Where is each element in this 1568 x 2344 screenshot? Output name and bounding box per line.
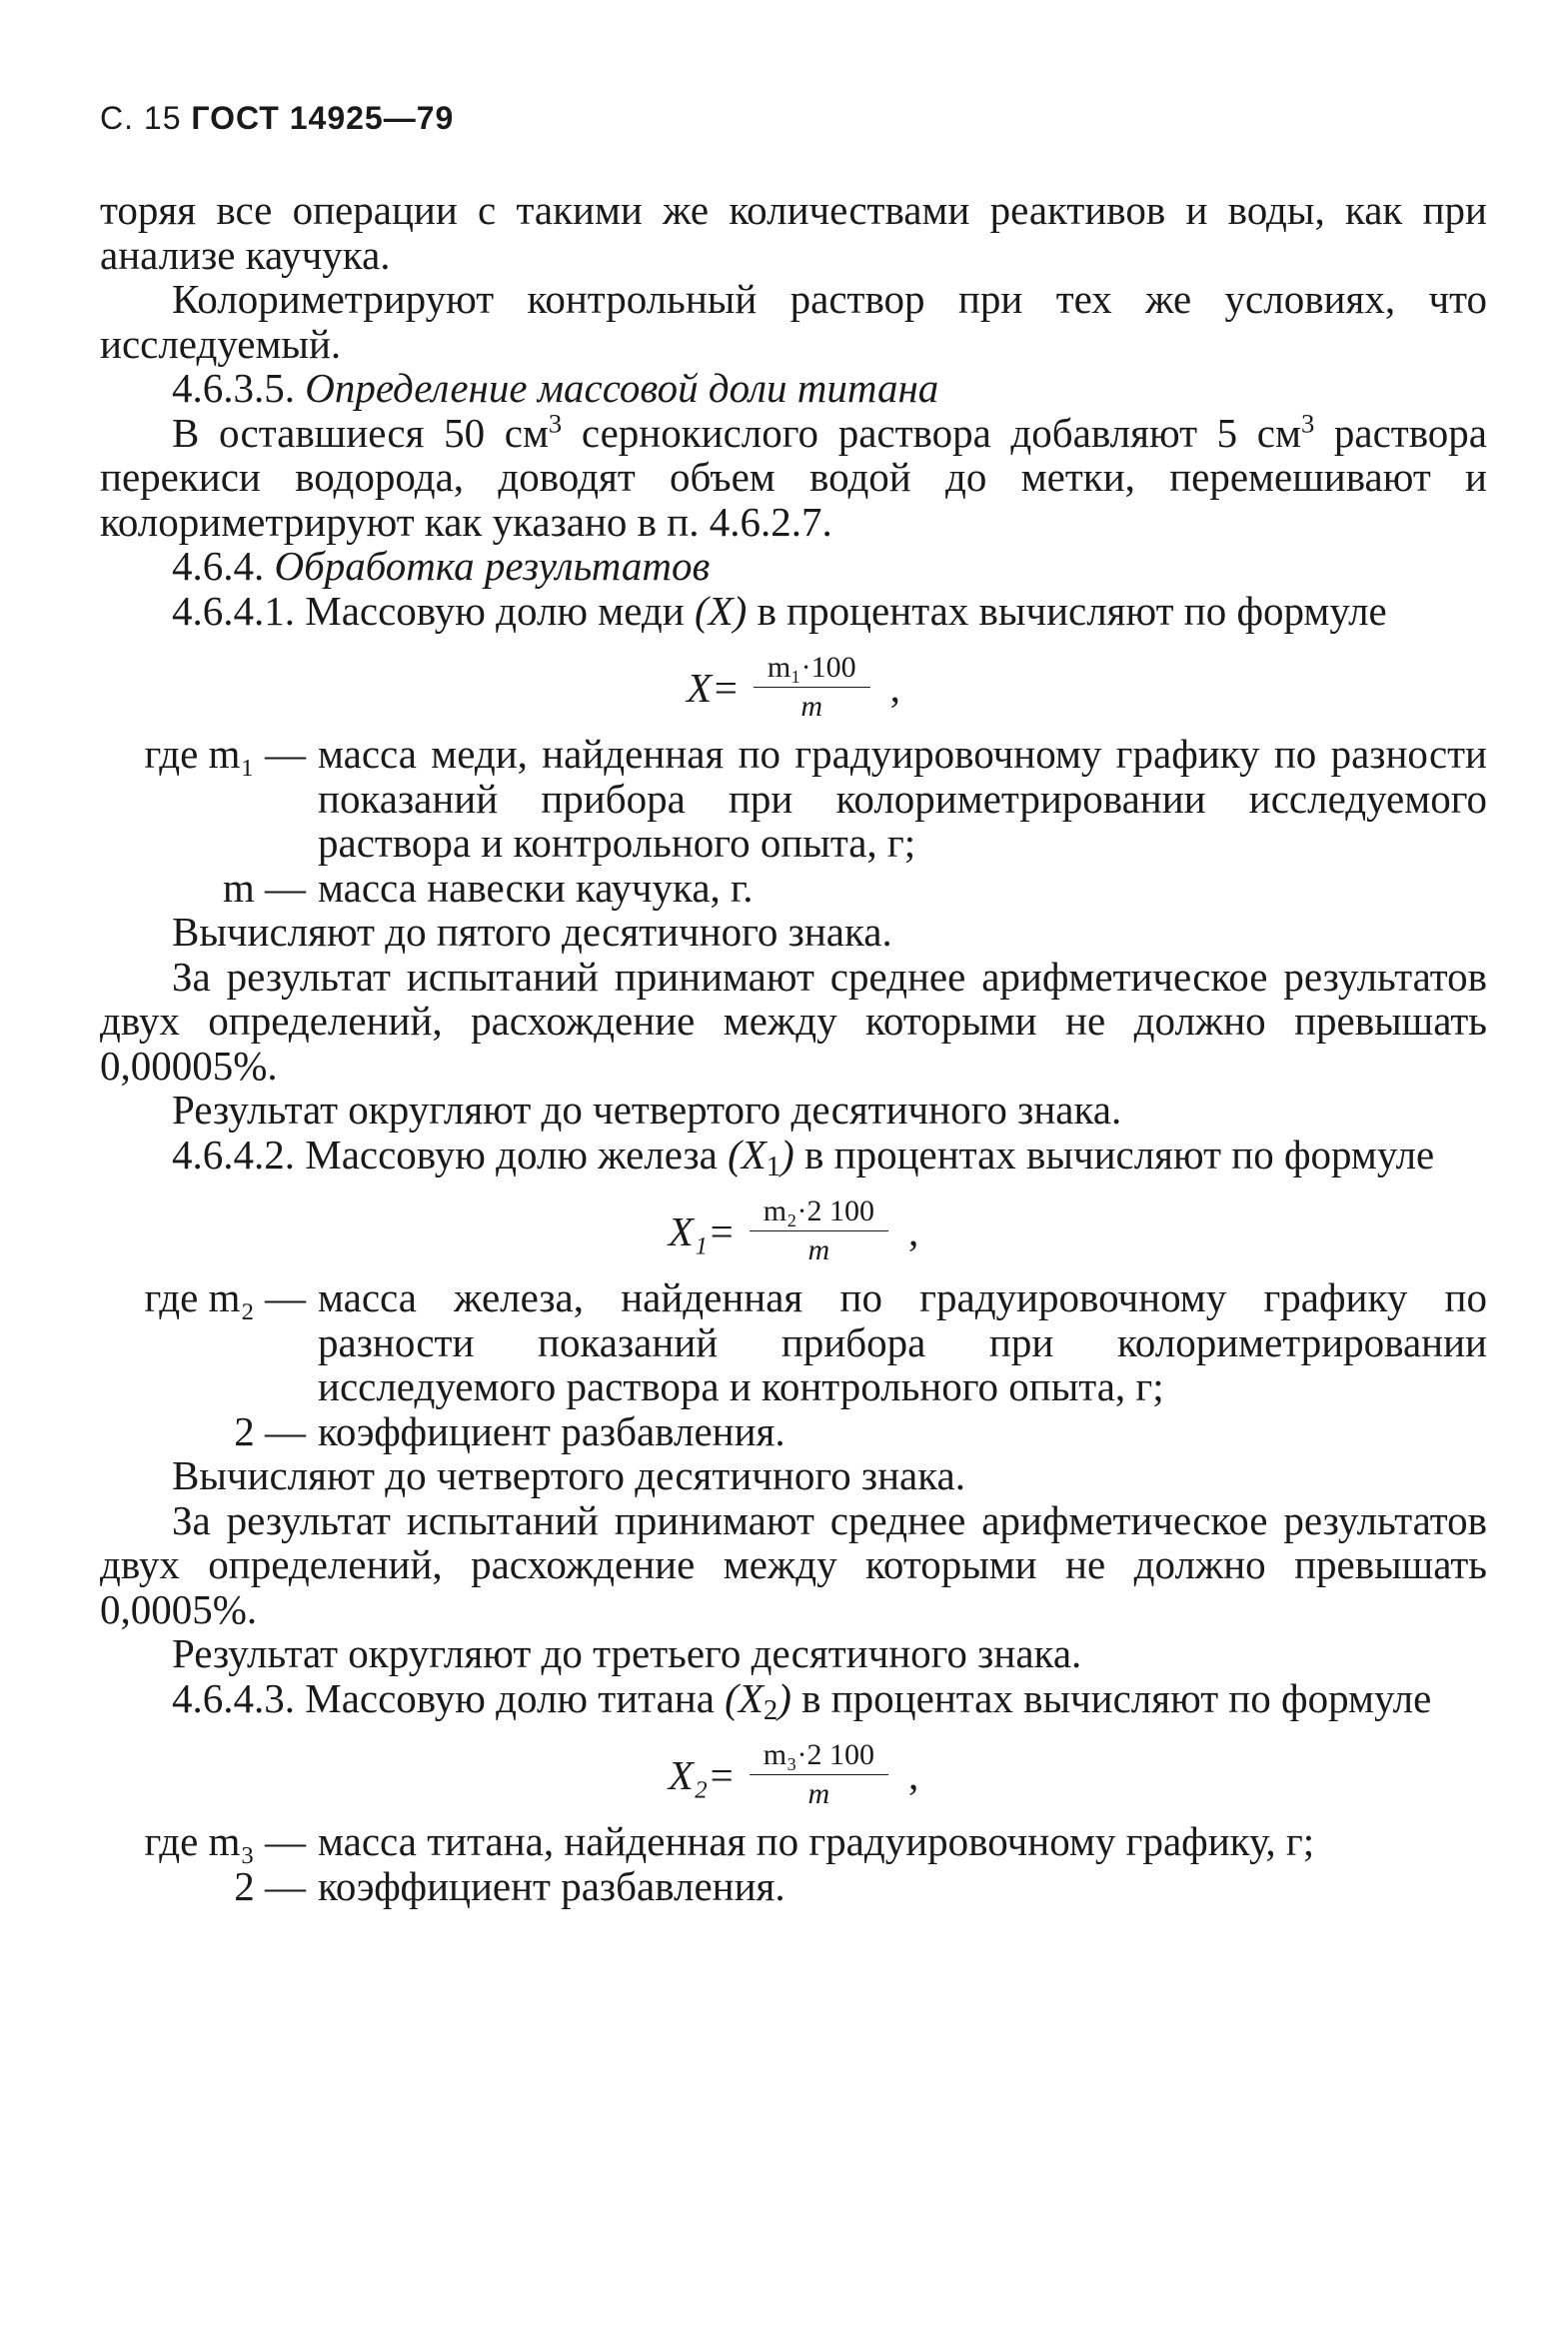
page-header bbox=[100, 100, 454, 137]
denominator: m bbox=[807, 1233, 830, 1266]
numerator: m₁·100 bbox=[754, 651, 870, 688]
text-run: 4.6.4.2. Массовую долю железа bbox=[172, 1131, 729, 1177]
symbol: (X bbox=[728, 1131, 767, 1177]
variable-symbol: где m₃ — bbox=[144, 1818, 306, 1864]
paragraph: За результат испытаний принимают среднее арифметическое результатов двух определений, расхождение между которыми не должно превышать 0,00005%. bbox=[100, 953, 1487, 1089]
formula-titanium bbox=[100, 1738, 1487, 1813]
fraction bbox=[750, 1194, 888, 1269]
denominator: m bbox=[807, 1777, 830, 1810]
subscript: 1 bbox=[766, 1150, 782, 1182]
symbol: (X bbox=[725, 1674, 764, 1721]
paragraph: Результат округляют до четвертого десятичного знака. bbox=[172, 1087, 1122, 1133]
text-run: в процентах вычисляют по формуле bbox=[790, 1674, 1432, 1721]
where-list bbox=[100, 732, 1487, 910]
section-title: Определение массовой доли титана bbox=[305, 365, 939, 411]
section-heading-464 bbox=[100, 544, 1487, 589]
formula-comma: , bbox=[908, 1752, 919, 1799]
page-content bbox=[100, 188, 1487, 1908]
variable-symbol: 2 — bbox=[234, 1862, 306, 1909]
variable-definition: коэффициент разбавления. bbox=[318, 1862, 785, 1909]
text-run: 4.6.4.1. Массовую долю меди bbox=[172, 587, 695, 634]
paragraph: За результат испытаний принимают среднее арифметическое результатов двух определений, расхождение между которыми не должно превышать 0,0005%. bbox=[100, 1496, 1487, 1632]
variable-definition: масса титана, найденная по градуировочному графику, г; bbox=[318, 1818, 1315, 1864]
symbol: ) bbox=[781, 1131, 794, 1177]
fraction bbox=[750, 1738, 888, 1813]
superscript: 3 bbox=[1300, 407, 1315, 438]
paragraph: Колориметрируют контрольный раствор при тех же условиях, что исследуемый. bbox=[100, 276, 1487, 367]
formula-lhs: X₂= bbox=[668, 1752, 736, 1799]
numerator: m₃·2 100 bbox=[750, 1738, 888, 1775]
fraction bbox=[754, 651, 870, 726]
text-run: В оставшиеся 50 см bbox=[172, 409, 549, 456]
where-list bbox=[100, 1275, 1487, 1453]
section-number: 4.6.4. bbox=[172, 543, 265, 589]
variable-symbol: где m₂ — bbox=[144, 1274, 306, 1320]
superscript: 3 bbox=[548, 407, 563, 438]
subscript: 2 bbox=[763, 1693, 779, 1726]
standard-title: ГОСТ 14925—79 bbox=[191, 100, 455, 136]
text-run: сернокислого раствора добавляют 5 см bbox=[562, 409, 1301, 456]
formula-lhs: X₁= bbox=[668, 1208, 736, 1255]
formula-lhs: X= bbox=[687, 665, 740, 712]
symbol: ) bbox=[778, 1674, 791, 1721]
variable-symbol: m — bbox=[222, 864, 306, 911]
text-run: в процентах вычисляют по формуле bbox=[793, 1131, 1435, 1177]
section-heading-4635 bbox=[100, 366, 1487, 411]
variable-definition: масса железа, найденная по градуировочному графику по разности показаний прибора при колориметрировании исследуемого раствора и контрольного опыта, г; bbox=[318, 1274, 1487, 1409]
paragraph: Результат округляют до третьего десятичного знака. bbox=[172, 1630, 1082, 1676]
paragraph: Вычисляют до пятого десятичного знака. bbox=[172, 909, 892, 955]
page-number: С. 15 bbox=[100, 100, 182, 136]
formula-comma: , bbox=[889, 665, 900, 712]
section-number: 4.6.3.5. bbox=[172, 365, 295, 411]
variable-definition: масса меди, найденная по градуировочному графику по разности показаний прибора при колориметрировании исследуемого раствора и контрольного опыта, г; bbox=[318, 731, 1487, 866]
text-run: 4.6.4.3. Массовую долю титана bbox=[172, 1674, 726, 1721]
variable-definition: коэффициент разбавления. bbox=[318, 1407, 785, 1454]
paragraph bbox=[100, 407, 1488, 545]
variable-definition: масса навески каучука, г. bbox=[318, 864, 754, 911]
denominator: m bbox=[800, 690, 823, 723]
symbol: (X) bbox=[694, 587, 748, 634]
formula-iron bbox=[100, 1194, 1487, 1269]
text-run: в процентах вычисляют по формуле bbox=[747, 587, 1387, 634]
where-list bbox=[100, 1819, 1487, 1908]
numerator: m₂·2 100 bbox=[750, 1194, 888, 1231]
paragraph bbox=[100, 589, 1487, 634]
text-run: раствора перекиси водорода, доводят объем водой до метки, перемешивают и колориметрируют как указано в п. 4.6.2.7. bbox=[100, 409, 1488, 545]
paragraph: торяя все операции с такими же количествами реактивов и воды, как при анализе каучука. bbox=[100, 187, 1487, 278]
paragraph bbox=[100, 1131, 1487, 1182]
section-title: Обработка результатов bbox=[274, 543, 711, 589]
variable-symbol: где m₁ — bbox=[144, 731, 306, 777]
paragraph: Вычисляют до четвертого десятичного знака. bbox=[172, 1452, 965, 1498]
formula-comma: , bbox=[908, 1208, 919, 1255]
variable-symbol: 2 — bbox=[234, 1407, 306, 1454]
paragraph bbox=[100, 1674, 1487, 1726]
formula-copper bbox=[100, 651, 1487, 726]
